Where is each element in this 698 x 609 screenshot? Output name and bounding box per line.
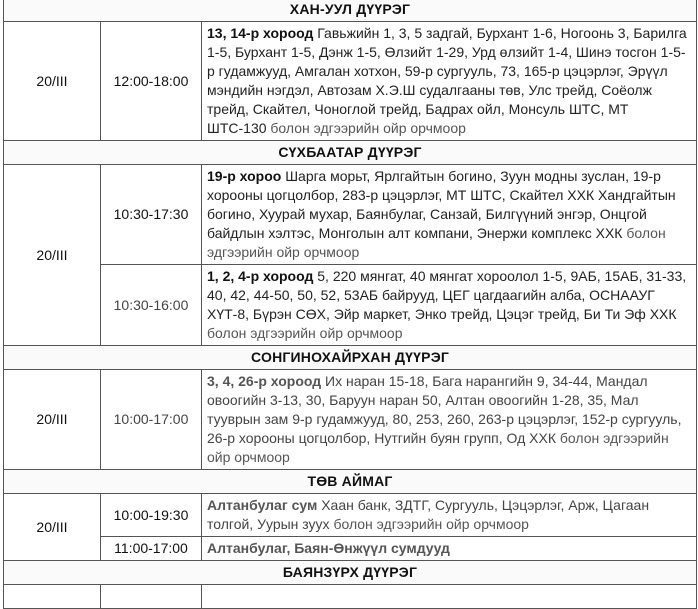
khoroo-label: 1, 2, 4-р хороод xyxy=(207,268,314,284)
areas-suffix: болон эдгээрийн ойр орчмоор xyxy=(266,120,466,136)
time-cell: 10:00-19:30 xyxy=(101,494,202,537)
date-cell: 20/III xyxy=(4,494,101,561)
table-row xyxy=(4,22,697,141)
district-header-tuv: ТӨВ АЙМАГ xyxy=(4,470,697,494)
areas-suffix: болон эдгээрийн ойр орчмоор xyxy=(329,516,529,532)
areas-cell xyxy=(202,370,697,470)
areas-cell xyxy=(202,494,697,537)
areas-list: 5, 220 мянгат, 40 мянгат хороолол 1-5, 9АБ, 15АБ, 31-33, 40, 42, 44-50, 50, 52, 53АБ байрууд, ЦЕГ цагдаагийн алба, ОСНААУГ ХҮТ-8, Бүрэн СӨХ, Эйр маркет, Энко трейд, Цэцэг трейд, Би Ти Эф ХХК xyxy=(207,268,687,322)
areas-list: Гавьжийн 1, 3, 5 задгай, Бурхант 1-6, Ногоонь 3, Барилга 1-5, Бурхант 1-5, Дэнж 1-5, Өлзийт 1-29, Урд өлзийт 1-4, Шинэ тосгон 1-5-р гудамжууд, Амгалан хотхон, 59-р сургууль, 73, 165-р цэцэрлэг, Эрүүл мэндийн нэгдэл, Автозам Х.Э.Ш судалгааны төв, Улс трейд, Соёолж трейд, Скайтел, Чоноглой трейд, Бадрах ойл, Монсуль ШТС, МТ ШТС-130 xyxy=(207,25,687,136)
date-cell: 20/III xyxy=(4,165,101,346)
table-row xyxy=(4,165,697,265)
areas-suffix: болон эдгээрийн ойр орчмоор xyxy=(207,325,403,341)
time-cell: 11:00-17:00 xyxy=(101,537,202,561)
khoroo-label: 3, 4, 26-р хороод xyxy=(207,373,322,389)
table-row xyxy=(4,265,697,346)
district-header-row xyxy=(4,0,697,22)
areas-cell xyxy=(202,537,697,561)
district-header-khan-uul: ХАН-УУЛ ДҮҮРЭГ xyxy=(4,0,697,22)
table-row xyxy=(4,585,697,609)
areas-list: Шарга морьт, Ярлгайтын богино, Зуун модны зуслан, 19-р хорооны цогцолбор, 283-р цэцэрлэг, МТ ШТС, Скайтел ХХК Хандгайтын богино, Хуурай мухар, Баянбулаг, Санзай, Билгүүний энгэр, Онцгой байдлын хэлтэс, Монголын алт компани, Энержи комплекс ХХК xyxy=(207,168,676,241)
areas-cell xyxy=(202,165,697,265)
time-cell: 10:30-17:30 xyxy=(101,165,202,265)
time-cell: 10:00-17:00 xyxy=(101,370,202,470)
areas-cell xyxy=(202,22,697,141)
areas-cell xyxy=(202,585,697,609)
district-header-row xyxy=(4,561,697,585)
khoroo-label: Алтанбулаг сум xyxy=(207,497,318,513)
date-cell: 20/III xyxy=(4,22,101,141)
district-header-row xyxy=(4,141,697,165)
table-row xyxy=(4,494,697,537)
khoroo-label: Алтанбулаг, Баян-Өнжүүл сумдууд xyxy=(207,540,450,556)
table-row xyxy=(4,537,697,561)
district-header-bayanzurkh: БАЯНЗҮРХ ДҮҮРЭГ xyxy=(4,561,697,585)
khoroo-label: 19-р хороо xyxy=(207,168,282,184)
khoroo-label: 13, 14-р хороод xyxy=(207,25,314,41)
power-outage-schedule-table xyxy=(3,0,697,609)
areas-suffix: болон эдгээрийн ойр орчмоор xyxy=(207,225,666,260)
date-cell xyxy=(4,585,101,609)
areas-list: Их наран 15-18, Бага нарангийн 9, 34-44, Мандал овоогийн 3-13, 30, Баруун наран 50, Алтан овоогийн 1-28, 35, Мал тууврын зам 9-р гудамжууд, 80, 253, 260, 263-р цэцэрлэг, 152-р сургууль, 26-р хорооны цогцолбор, Нутгийн буян групп, Од ХХК xyxy=(207,373,682,446)
areas-suffix: болон эдгээрийн ойр орчмоор xyxy=(207,430,669,465)
district-header-row xyxy=(4,470,697,494)
time-cell: 12:00-18:00 xyxy=(101,22,202,141)
district-header-row xyxy=(4,346,697,370)
district-header-sukhbaatar: СҮХБААТАР ДҮҮРЭГ xyxy=(4,141,697,165)
areas-cell xyxy=(202,265,697,346)
date-cell: 20/III xyxy=(4,370,101,470)
district-header-songinokhairkhan: СОНГИНОХАЙРХАН ДҮҮРЭГ xyxy=(4,346,697,370)
areas-list: Хаан банк, ЗДТГ, Сургууль, Цэцэрлэг, Арж, Цагаан толгой, Уурын зуух xyxy=(207,497,650,532)
time-cell: 10:30-16:00 xyxy=(101,265,202,346)
time-cell xyxy=(101,585,202,609)
table-row xyxy=(4,370,697,470)
